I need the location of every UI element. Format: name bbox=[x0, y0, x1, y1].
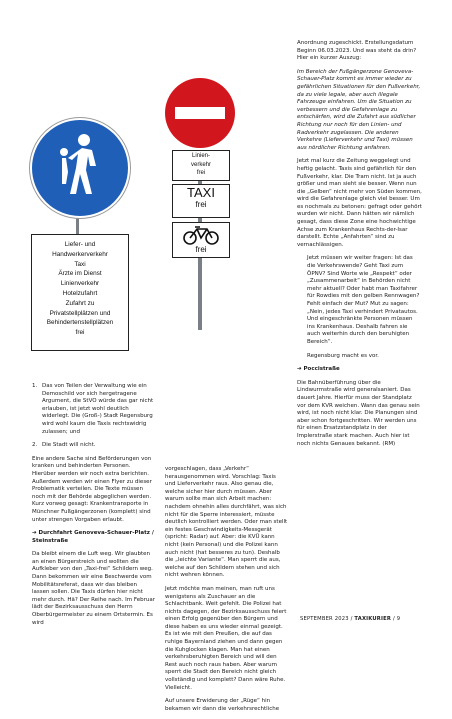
page-footer bbox=[300, 616, 400, 622]
traffic-plate bbox=[31, 234, 129, 351]
taxi-label: TAXI bbox=[187, 185, 215, 200]
plate-line: frei bbox=[196, 170, 206, 176]
paragraph-indented: Regensburg macht es vor. bbox=[307, 352, 379, 359]
bicycle-plate bbox=[172, 222, 230, 258]
section-heading: ➔ Poccistraße bbox=[297, 366, 340, 373]
section-heading: ➔ Durchfahrt Genoveva-Schauer-Platz / Steinstraße bbox=[32, 530, 154, 544]
paragraph: Jetzt möchte man meinen, man ruft uns wenigstens als Zuschauer an die Schlachtbank. Weit gefehlt. Die Polizei hat nichts dagegen, der Bezirksausschuss feiert einen Erfolg gegenüber den Bürgern und diese haben es uns wieder einmal gezeigt. Es ist wie mit den Preußen, die auf das ruhige Bayernland ziehen und dann gegen die Kuhglocken klagen. Man hat einen verkehrsberuhigten Bereich und will den Rest auch noch raus haben. Aber warum sperrt die Stadt den Bereich nicht gleich vollständig und komplett? Dann wäre Ruhe. Vielleicht. bbox=[165, 585, 287, 691]
plate-line: Taxi bbox=[74, 260, 86, 268]
footer-sep: / bbox=[350, 616, 353, 622]
list-text: Das von Teilen der Verwaltung wie ein Demoschild vor sich hergetragene Argument, die StVO würde das gar nicht erlauben, ist jetzt wohl deutlich widerlegt. Die (Groß-) Stadt Regensburg wird wohl kaum die Taxis rechtswidrig zulassen; und bbox=[42, 383, 154, 435]
plate-line: Linienverkehr bbox=[60, 280, 100, 288]
footer-page: / 9 bbox=[392, 616, 401, 622]
paragraph: Anordnung zugeschickt. Erstellungsdatum Beginn 06.03.2023. Und was steht da drin? Hier ein kurzer Auszug: bbox=[297, 40, 417, 62]
plate-line: Behindertenstellplätzen bbox=[46, 319, 114, 327]
quote: Im Bereich der Fußgängerzone Genoveva-Schauer-Platz kommt es immer wieder zu gefährlichen Situationen für den Fußverkehr, da zu viele legale, aber auch illegale Fahrzeuge einfahren. Um die Situation zu verbessern und die Gefahrenlage zu entschärfen, wird die Zufahrt aus südlicher Richtung nur noch für den Linien- und Radverkehr zugelassen. Die anderen Verkehre (Lieferverkehr und Taxi) müssen aus nördlicher Richtung anfahren. bbox=[297, 68, 421, 151]
plate-line: Ärzte im Dienst bbox=[58, 270, 102, 278]
column-3 bbox=[297, 40, 422, 454]
pedestrian-sign-icon bbox=[30, 118, 130, 218]
plate-line: verkehr bbox=[190, 161, 211, 168]
list-item bbox=[32, 383, 155, 436]
column-2 bbox=[165, 466, 288, 719]
footer-date: SEPTEMBER 2023 bbox=[300, 616, 349, 622]
paragraph-indented: Jetzt müssen wir weiter fragen: Ist das die Verkehrswende? Geht Taxi zum ÖPNV? Sind Worte wie „Respekt“ oder „Zusammenarbeit“ in Behörden nicht mehr aktuell? Oder habt man Taxifahrer für Rowdies mit den gelben Rennwagen? Fehlt einfach der Mut? Mut zu sagen: „Nein, jedes Taxi verhindert Privatautos. Und eingeschränkte Personen müssen ins Krankenhaus. Deshalb fahren sie auch weiterhin durch den beruhigten Bereich“. bbox=[307, 255, 420, 345]
plate-line: Linien- bbox=[191, 153, 210, 159]
paragraph: Da bleibt einem die Luft weg. Wir glaubten an einen Bürgerstreich und wollten die Aufkleber von den „Taxi-frei“ Schildern weg. Dann bekommen wir eine Beschwerde vom Mobilitätsreferat, dass wir das bleiben lassen sollen. Die Taxis dürfen hier nicht mehr durch. Hä? Der Reihe nach. Im Februar lädt der Bezirksausschuss den Herrn Oberbürgermeister zu einem Ortstermin. Es wird bbox=[32, 551, 155, 626]
plate-line: Liefer- und bbox=[64, 241, 96, 248]
paragraph: Jetzt mal kurz die Zeitung weggelegt und heftig gelacht. Taxis sind gefährlich für den Fußverkehr, klar. Die Tram nicht. Ist ja auch größer und man sieht sie besser. Wenn nun die „Gelben“ nicht mehr von Süden kommen, wird die Gefahrenlage gleich viel besser. Um es nochmals zu betonen: gefragt oder gehört wurden wir nicht. Dann hätten wir nämlich gesagt, dass diese Zone eine hochwichtige Achse zum Krankenhaus Rechts-der-Isar darstellt. Echte „Anfahrten“ sind zu vernachlässigen. bbox=[297, 158, 422, 248]
footer-brand: TAXIKURIER bbox=[354, 616, 392, 622]
column-1 bbox=[32, 383, 155, 633]
paragraph: Auf unsere Erwiderung der „Rüge“ hin bekamen wir dann die verkehrsrechtliche bbox=[165, 698, 280, 712]
taxi-plate bbox=[172, 184, 230, 218]
list-number: 1. bbox=[32, 383, 38, 389]
plate-line: Privatstellplätzen und bbox=[49, 309, 111, 317]
taxi-frei: frei bbox=[195, 200, 207, 209]
paragraph: Die Bahnüberführung über die Lindwurmstraße wird generalsaniert. Das dauert Jahre. Hierfür muss der Standplatz vor dem KVR weichen. Wann das genau sein wird, ist noch nicht klar. Die Planungen sind aber schon fortgeschritten. Wir werden uns für einen Ersatzstandplatz in der Implerstraße stark machen. Auch hier ist noch nichts Genaues bekannt. (RM) bbox=[297, 379, 420, 447]
linienverkehr-plate bbox=[172, 150, 230, 181]
list-text: Die Stadt will nicht. bbox=[42, 442, 96, 449]
plate-line: Zufahrt zu bbox=[65, 299, 95, 307]
paragraph: vorgeschlagen, dass „Verkehr“ herausgenommen wird. Vorschlag: Taxis und Lieferverkehr raus. Also genau die, welche sicher hier durch müssen. Aber warum sollte man sich Arbeit machen: nachdem ohnehin alles durchfährt, was sich nicht für die Sperre interessiert, müsste deutlich kontrolliert werden. Oder man stellt ein festes Geschwindigkeits-Messgerät (spricht: Radar) auf. Aber: die KVÜ kann nicht (kein Personal) und die Polizei kann auch nicht (hat besseres zu tun). Deshalb die „leichte Variante“. Man sperrt die aus, welche auf den Schildern stehen und sich nicht wehren können. bbox=[165, 466, 288, 579]
list-number: 2. bbox=[32, 442, 38, 449]
list-item bbox=[32, 442, 155, 450]
plate-line: frei bbox=[75, 329, 85, 337]
paragraph: Eine andere Sache sind Beförderungen von kranken und behinderten Personen. Hierüber werden wir noch extra berichten. Außerdem werden wir einen Flyer zu dieser Problematik verteilen. Die Texte müssen noch mit der Behörde abgeglichen werden. Kurz vorweg gesagt: Krankentransporte in Münchner Fußgängerzonen (komplett) sind unter strengen Vorgaben erlaubt. bbox=[32, 455, 152, 523]
bicycle-icon bbox=[181, 225, 221, 245]
bike-frei: frei bbox=[195, 245, 207, 254]
plate-line: Handwerkerverkehr bbox=[52, 250, 108, 258]
no-entry-sign-icon bbox=[165, 78, 235, 148]
plate-line: Hotelzufahrt bbox=[62, 289, 98, 297]
